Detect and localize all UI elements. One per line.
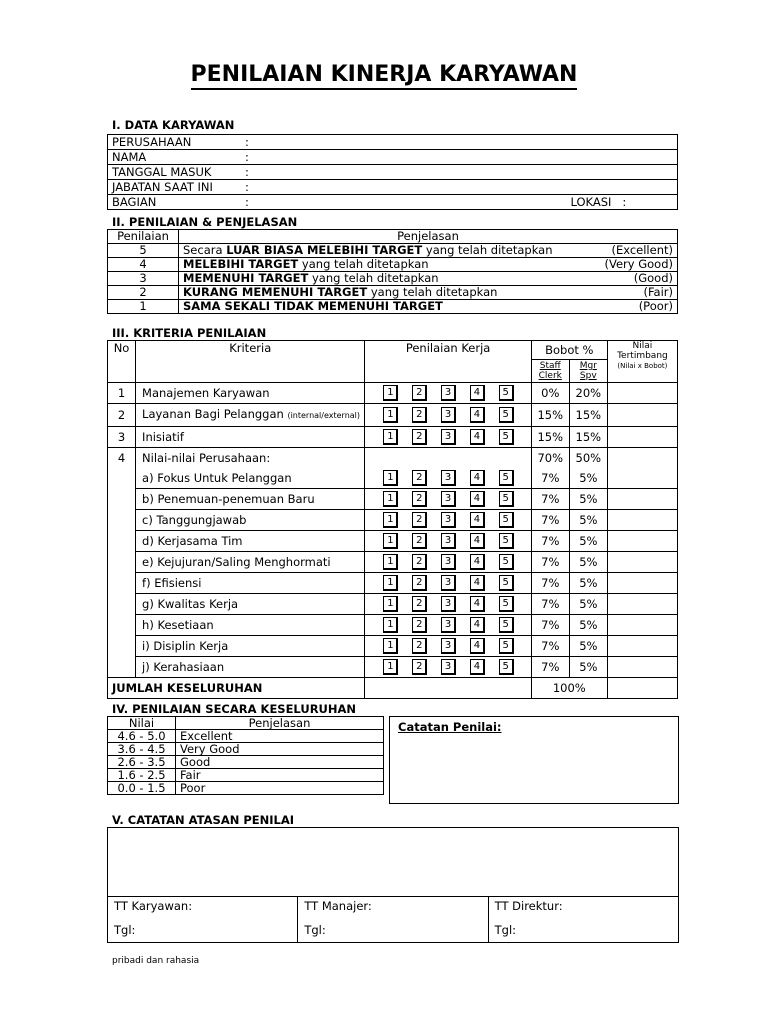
rating-checkbox-4[interactable]: 4	[470, 512, 485, 528]
rating-grade: (Poor)	[638, 299, 673, 313]
criteria-label: h) Kesetiaan	[136, 615, 365, 636]
weight-mgr: 5%	[569, 531, 607, 552]
rating-checkbox-1[interactable]: 1	[383, 554, 398, 570]
rating-scale-row	[108, 300, 678, 314]
weight-staff: 70%	[531, 448, 569, 469]
criteria-label: c) Tanggungjawab	[136, 510, 365, 531]
rating-value: 2	[108, 286, 179, 300]
rating-description: Secara LUAR BIASA MELEBIHI TARGET yang telah ditetapkan (Excellent)	[179, 244, 678, 258]
rating-boxes-cell	[365, 531, 531, 552]
criteria-no: 3	[108, 427, 136, 448]
employee-field-label: NAMA	[108, 150, 242, 165]
criteria-label: a) Fokus Untuk Pelanggan	[136, 468, 365, 489]
rating-checkbox-1[interactable]: 1	[383, 385, 398, 401]
rating-checkbox-2[interactable]: 2	[412, 429, 427, 445]
weight-staff: 7%	[531, 468, 569, 489]
colon: :	[245, 195, 249, 209]
weight-staff: 15%	[531, 427, 569, 448]
col-header-bobot: Bobot %	[531, 341, 607, 360]
rating-checkbox-5[interactable]: 5	[499, 429, 514, 445]
catatan-penilai-box[interactable]	[389, 716, 679, 804]
col-header-staff: Staff Clerk	[531, 360, 569, 383]
criteria-label: j) Kerahasiaan	[136, 657, 365, 678]
rating-checkbox-5[interactable]: 5	[499, 512, 514, 528]
weighted-score-cell[interactable]	[607, 657, 677, 678]
rating-checkbox-3[interactable]: 3	[441, 596, 456, 612]
employee-field-row	[108, 135, 678, 150]
section2-heading: II. PENILAIAN & PENJELASAN	[112, 215, 298, 229]
rating-boxes-cell	[365, 657, 531, 678]
overall-range: 2.6 - 3.5	[108, 756, 176, 769]
overall-desc: Excellent	[176, 730, 384, 743]
weight-staff: 7%	[531, 615, 569, 636]
criteria-no	[108, 657, 136, 678]
page-title: PENILAIAN KINERJA KARYAWAN	[0, 62, 768, 87]
rating-checkbox-2[interactable]: 2	[412, 596, 427, 612]
rating-checkbox-5[interactable]: 5	[499, 491, 514, 507]
total-boxes-cell	[365, 678, 531, 699]
col-header-penjelasan-iv: Penjelasan	[176, 717, 384, 730]
rating-checkbox-4[interactable]: 4	[470, 533, 485, 549]
rating-boxes-cell	[365, 552, 531, 573]
weight-staff: 7%	[531, 573, 569, 594]
signature-box[interactable]	[489, 897, 678, 943]
rating-scale-row	[108, 244, 678, 258]
rating-boxes-cell	[365, 489, 531, 510]
criteria-label: Layanan Bagi Pelanggan (internal/external)	[136, 404, 365, 427]
weight-mgr: 15%	[569, 404, 607, 427]
weight-staff: 7%	[531, 657, 569, 678]
employee-field-value[interactable]	[241, 150, 678, 165]
rating-checkbox-4[interactable]: 4	[470, 617, 485, 633]
rating-checkbox-1[interactable]: 1	[383, 429, 398, 445]
rating-boxes-cell	[365, 448, 531, 469]
rating-checkbox-3[interactable]: 3	[441, 407, 456, 423]
rating-checkbox-3[interactable]: 3	[441, 512, 456, 528]
rating-grade: (Very Good)	[604, 257, 673, 271]
weighted-score-cell[interactable]	[607, 468, 677, 489]
weighted-score-cell[interactable]	[607, 636, 677, 657]
weight-mgr: 5%	[569, 657, 607, 678]
rating-boxes	[369, 617, 526, 633]
employee-field-label: BAGIAN	[112, 195, 157, 209]
colon: :	[245, 180, 249, 194]
criteria-row	[108, 383, 678, 404]
weight-staff: 7%	[531, 636, 569, 657]
criteria-row	[108, 427, 678, 448]
rating-checkbox-2[interactable]: 2	[412, 617, 427, 633]
rating-checkbox-3[interactable]: 3	[441, 554, 456, 570]
employee-field-row	[108, 195, 678, 210]
rating-checkbox-1[interactable]: 1	[383, 512, 398, 528]
overall-range: 1.6 - 2.5	[108, 769, 176, 782]
criteria-no	[108, 510, 136, 531]
rating-checkbox-1[interactable]: 1	[383, 596, 398, 612]
criteria-row	[108, 615, 678, 636]
rating-value: 1	[108, 300, 179, 314]
overall-rating-row	[108, 769, 384, 782]
rating-checkbox-1[interactable]: 1	[383, 470, 398, 486]
rating-boxes	[369, 470, 526, 486]
rating-boxes-cell	[365, 636, 531, 657]
rating-checkbox-4[interactable]: 4	[470, 491, 485, 507]
rating-checkbox-3[interactable]: 3	[441, 533, 456, 549]
criteria-no: 2	[108, 404, 136, 427]
criteria-total-row	[108, 678, 678, 699]
rating-checkbox-5[interactable]: 5	[499, 554, 514, 570]
rating-checkbox-5[interactable]: 5	[499, 638, 514, 654]
rating-boxes	[369, 429, 526, 445]
rating-description: MEMENUHI TARGET yang telah ditetapkan (Good)	[179, 272, 678, 286]
overall-rating-row	[108, 743, 384, 756]
col-header-nilai-tertimbang: Nilai Tertimbang (Nilai x Bobot)	[607, 341, 677, 383]
employee-field-label: PERUSAHAAN	[108, 135, 242, 150]
signature-label: TT Karyawan:	[114, 899, 193, 913]
col-header-nilai: Nilai	[108, 717, 176, 730]
rating-boxes	[369, 554, 526, 570]
weight-staff: 7%	[531, 594, 569, 615]
signature-box[interactable]	[108, 897, 298, 943]
rating-checkbox-3[interactable]: 3	[441, 659, 456, 675]
overall-range: 0.0 - 1.5	[108, 782, 176, 795]
rating-checkbox-5[interactable]: 5	[499, 659, 514, 675]
weight-staff: 15%	[531, 404, 569, 427]
rating-checkbox-3[interactable]: 3	[441, 491, 456, 507]
catatan-penilai-label: Catatan Penilai:	[398, 720, 502, 734]
rating-checkbox-5[interactable]: 5	[499, 407, 514, 423]
rating-checkbox-4[interactable]: 4	[470, 429, 485, 445]
rating-checkbox-2[interactable]: 2	[412, 638, 427, 654]
criteria-label: b) Penemuan-penemuan Baru	[136, 489, 365, 510]
overall-rating-table	[107, 716, 384, 795]
rating-scale-row	[108, 286, 678, 300]
rating-grade: (Fair)	[643, 285, 673, 299]
rating-boxes	[369, 575, 526, 591]
rating-checkbox-1[interactable]: 1	[383, 617, 398, 633]
weight-mgr: 5%	[569, 573, 607, 594]
criteria-label: g) Kwalitas Kerja	[136, 594, 365, 615]
weight-mgr: 5%	[569, 594, 607, 615]
rating-checkbox-4[interactable]: 4	[470, 385, 485, 401]
criteria-label: i) Disiplin Kerja	[136, 636, 365, 657]
weight-mgr: 5%	[569, 510, 607, 531]
rating-checkbox-5[interactable]: 5	[499, 385, 514, 401]
weight-staff: 0%	[531, 383, 569, 404]
overall-desc: Good	[176, 756, 384, 769]
criteria-row	[108, 510, 678, 531]
rating-grade: (Excellent)	[611, 243, 673, 257]
col-header-no: No	[108, 341, 136, 383]
criteria-row	[108, 552, 678, 573]
criteria-no: 4	[108, 448, 136, 469]
rating-checkbox-2[interactable]: 2	[412, 385, 427, 401]
employee-field-row	[108, 150, 678, 165]
criteria-row	[108, 531, 678, 552]
supervisor-notes-box[interactable]	[107, 827, 679, 943]
weight-mgr: 5%	[569, 468, 607, 489]
rating-scale-table	[107, 229, 678, 314]
rating-checkbox-5[interactable]: 5	[499, 470, 514, 486]
weighted-score-cell[interactable]	[607, 427, 677, 448]
overall-desc: Poor	[176, 782, 384, 795]
weighted-score-cell[interactable]	[607, 489, 677, 510]
signature-row	[108, 896, 678, 943]
rating-checkbox-2[interactable]: 2	[412, 470, 427, 486]
total-value: 100%	[531, 678, 607, 699]
rating-description: KURANG MEMENUHI TARGET yang telah ditetapkan (Fair)	[179, 286, 678, 300]
employee-field-value[interactable]	[241, 135, 678, 150]
rating-boxes-cell	[365, 573, 531, 594]
section5-heading: V. CATATAN ATASAN PENILAI	[112, 813, 295, 827]
rating-checkbox-3[interactable]: 3	[441, 638, 456, 654]
overall-desc: Very Good	[176, 743, 384, 756]
col-header-kriteria: Kriteria	[136, 341, 365, 383]
employee-data-table	[107, 134, 678, 210]
rating-value: 5	[108, 244, 179, 258]
signature-date-label: Tgl:	[304, 923, 326, 937]
rating-checkbox-4[interactable]: 4	[470, 575, 485, 591]
criteria-label: Manajemen Karyawan	[136, 383, 365, 404]
rating-checkbox-2[interactable]: 2	[412, 491, 427, 507]
criteria-label: d) Kerjasama Tim	[136, 531, 365, 552]
rating-checkbox-2[interactable]: 2	[412, 533, 427, 549]
col-header-mgr: Mgr Spv	[569, 360, 607, 383]
total-weighted-cell[interactable]	[607, 678, 677, 699]
criteria-no	[108, 552, 136, 573]
rating-boxes	[369, 491, 526, 507]
criteria-row	[108, 489, 678, 510]
rating-checkbox-3[interactable]: 3	[441, 617, 456, 633]
overall-rating-row	[108, 756, 384, 769]
colon: :	[245, 165, 249, 179]
col-header-penjelasan: Penjelasan	[179, 230, 678, 244]
rating-checkbox-2[interactable]: 2	[412, 659, 427, 675]
weighted-score-cell[interactable]	[607, 383, 677, 404]
lokasi-label: LOKASI :	[570, 195, 627, 209]
criteria-row	[108, 573, 678, 594]
section3-heading: III. KRITERIA PENILAIAN	[112, 326, 267, 340]
weight-mgr: 5%	[569, 552, 607, 573]
criteria-no	[108, 468, 136, 489]
rating-checkbox-2[interactable]: 2	[412, 512, 427, 528]
overall-rating-row	[108, 782, 384, 795]
employee-field-row	[108, 180, 678, 195]
overall-desc: Fair	[176, 769, 384, 782]
rating-checkbox-5[interactable]: 5	[499, 533, 514, 549]
employee-field-value[interactable]	[241, 165, 678, 180]
overall-range: 4.6 - 5.0	[108, 730, 176, 743]
weighted-score-cell[interactable]	[607, 404, 677, 427]
weighted-score-cell[interactable]	[607, 448, 677, 469]
rating-checkbox-4[interactable]: 4	[470, 470, 485, 486]
rating-value: 3	[108, 272, 179, 286]
rating-scale-row	[108, 272, 678, 286]
rating-description: MELEBIHI TARGET yang telah ditetapkan (Very Good)	[179, 258, 678, 272]
rating-checkbox-4[interactable]: 4	[470, 407, 485, 423]
rating-checkbox-3[interactable]: 3	[441, 429, 456, 445]
rating-boxes-cell	[365, 615, 531, 636]
criteria-table	[107, 340, 678, 699]
criteria-row	[108, 404, 678, 427]
criteria-label: f) Efisiensi	[136, 573, 365, 594]
employee-field-value[interactable]	[241, 195, 678, 210]
criteria-row	[108, 594, 678, 615]
weighted-score-cell[interactable]	[607, 594, 677, 615]
rating-boxes	[369, 638, 526, 654]
criteria-label: e) Kejujuran/Saling Menghormati	[136, 552, 365, 573]
footer-note: pribadi dan rahasia	[112, 956, 200, 966]
rating-boxes	[369, 407, 526, 423]
rating-checkbox-3[interactable]: 3	[441, 575, 456, 591]
rating-checkbox-1[interactable]: 1	[383, 491, 398, 507]
rating-boxes-cell	[365, 383, 531, 404]
rating-checkbox-2[interactable]: 2	[412, 575, 427, 591]
rating-checkbox-2[interactable]: 2	[412, 554, 427, 570]
criteria-no	[108, 531, 136, 552]
rating-checkbox-1[interactable]: 1	[383, 659, 398, 675]
rating-checkbox-1[interactable]: 1	[383, 407, 398, 423]
criteria-no: 1	[108, 383, 136, 404]
rating-boxes-cell	[365, 468, 531, 489]
rating-checkbox-5[interactable]: 5	[499, 575, 514, 591]
criteria-label: Inisiatif	[136, 427, 365, 448]
rating-checkbox-1[interactable]: 1	[383, 533, 398, 549]
weight-mgr: 20%	[569, 383, 607, 404]
rating-checkbox-1[interactable]: 1	[383, 638, 398, 654]
rating-scale-row	[108, 258, 678, 272]
rating-boxes-cell	[365, 594, 531, 615]
weight-staff: 7%	[531, 510, 569, 531]
weighted-score-cell[interactable]	[607, 552, 677, 573]
rating-boxes-cell	[365, 510, 531, 531]
signature-date-label: Tgl:	[494, 923, 517, 937]
signature-label: TT Manajer:	[304, 899, 372, 913]
criteria-no	[108, 573, 136, 594]
rating-grade: (Good)	[633, 271, 673, 285]
colon: :	[245, 135, 249, 149]
rating-boxes	[369, 533, 526, 549]
weight-mgr: 5%	[569, 636, 607, 657]
total-label: JUMLAH KESELURUHAN	[108, 678, 365, 699]
rating-checkbox-4[interactable]: 4	[470, 659, 485, 675]
weight-mgr: 15%	[569, 427, 607, 448]
col-header-penilaian-kerja: Penilaian Kerja	[365, 341, 531, 383]
rating-checkbox-4[interactable]: 4	[470, 554, 485, 570]
rating-checkbox-5[interactable]: 5	[499, 617, 514, 633]
rating-boxes-cell	[365, 404, 531, 427]
rating-description: SAMA SEKALI TIDAK MEMENUHI TARGET (Poor)	[179, 300, 678, 314]
section4-heading: IV. PENILAIAN SECARA KESELURUHAN	[112, 702, 357, 716]
signature-box[interactable]	[298, 897, 488, 943]
criteria-row	[108, 468, 678, 489]
rating-checkbox-3[interactable]: 3	[441, 385, 456, 401]
weight-mgr: 5%	[569, 615, 607, 636]
rating-boxes	[369, 596, 526, 612]
employee-field-label: JABATAN SAAT INI	[108, 180, 242, 195]
criteria-row	[108, 657, 678, 678]
colon: :	[245, 150, 249, 164]
rating-boxes	[369, 385, 526, 401]
signature-date-label: Tgl:	[114, 923, 136, 937]
weight-staff: 7%	[531, 552, 569, 573]
overall-rating-row	[108, 730, 384, 743]
signature-label: TT Direktur:	[494, 899, 563, 913]
weight-mgr: 5%	[569, 489, 607, 510]
rating-boxes	[369, 659, 526, 675]
employee-field-value[interactable]	[241, 180, 678, 195]
weighted-score-cell[interactable]	[607, 573, 677, 594]
criteria-no	[108, 489, 136, 510]
overall-range: 3.6 - 4.5	[108, 743, 176, 756]
weighted-score-cell[interactable]	[607, 615, 677, 636]
rating-value: 4	[108, 258, 179, 272]
section1-heading: I. DATA KARYAWAN	[112, 118, 235, 132]
rating-checkbox-4[interactable]: 4	[470, 596, 485, 612]
weighted-score-cell[interactable]	[607, 531, 677, 552]
col-header-penilaian: Penilaian	[108, 230, 179, 244]
criteria-row	[108, 636, 678, 657]
rating-boxes-cell	[365, 427, 531, 448]
weight-staff: 7%	[531, 531, 569, 552]
rating-checkbox-5[interactable]: 5	[499, 596, 514, 612]
employee-field-row	[108, 165, 678, 180]
criteria-no	[108, 615, 136, 636]
rating-checkbox-2[interactable]: 2	[412, 407, 427, 423]
rating-checkbox-1[interactable]: 1	[383, 575, 398, 591]
rating-boxes	[369, 512, 526, 528]
criteria-no	[108, 636, 136, 657]
rating-checkbox-4[interactable]: 4	[470, 638, 485, 654]
weighted-score-cell[interactable]	[607, 510, 677, 531]
employee-field-label: TANGGAL MASUK	[108, 165, 242, 180]
criteria-row	[108, 448, 678, 469]
weight-staff: 7%	[531, 489, 569, 510]
criteria-label: Nilai-nilai Perusahaan:	[136, 448, 365, 469]
criteria-no	[108, 594, 136, 615]
weight-mgr: 50%	[569, 448, 607, 469]
rating-checkbox-3[interactable]: 3	[441, 470, 456, 486]
